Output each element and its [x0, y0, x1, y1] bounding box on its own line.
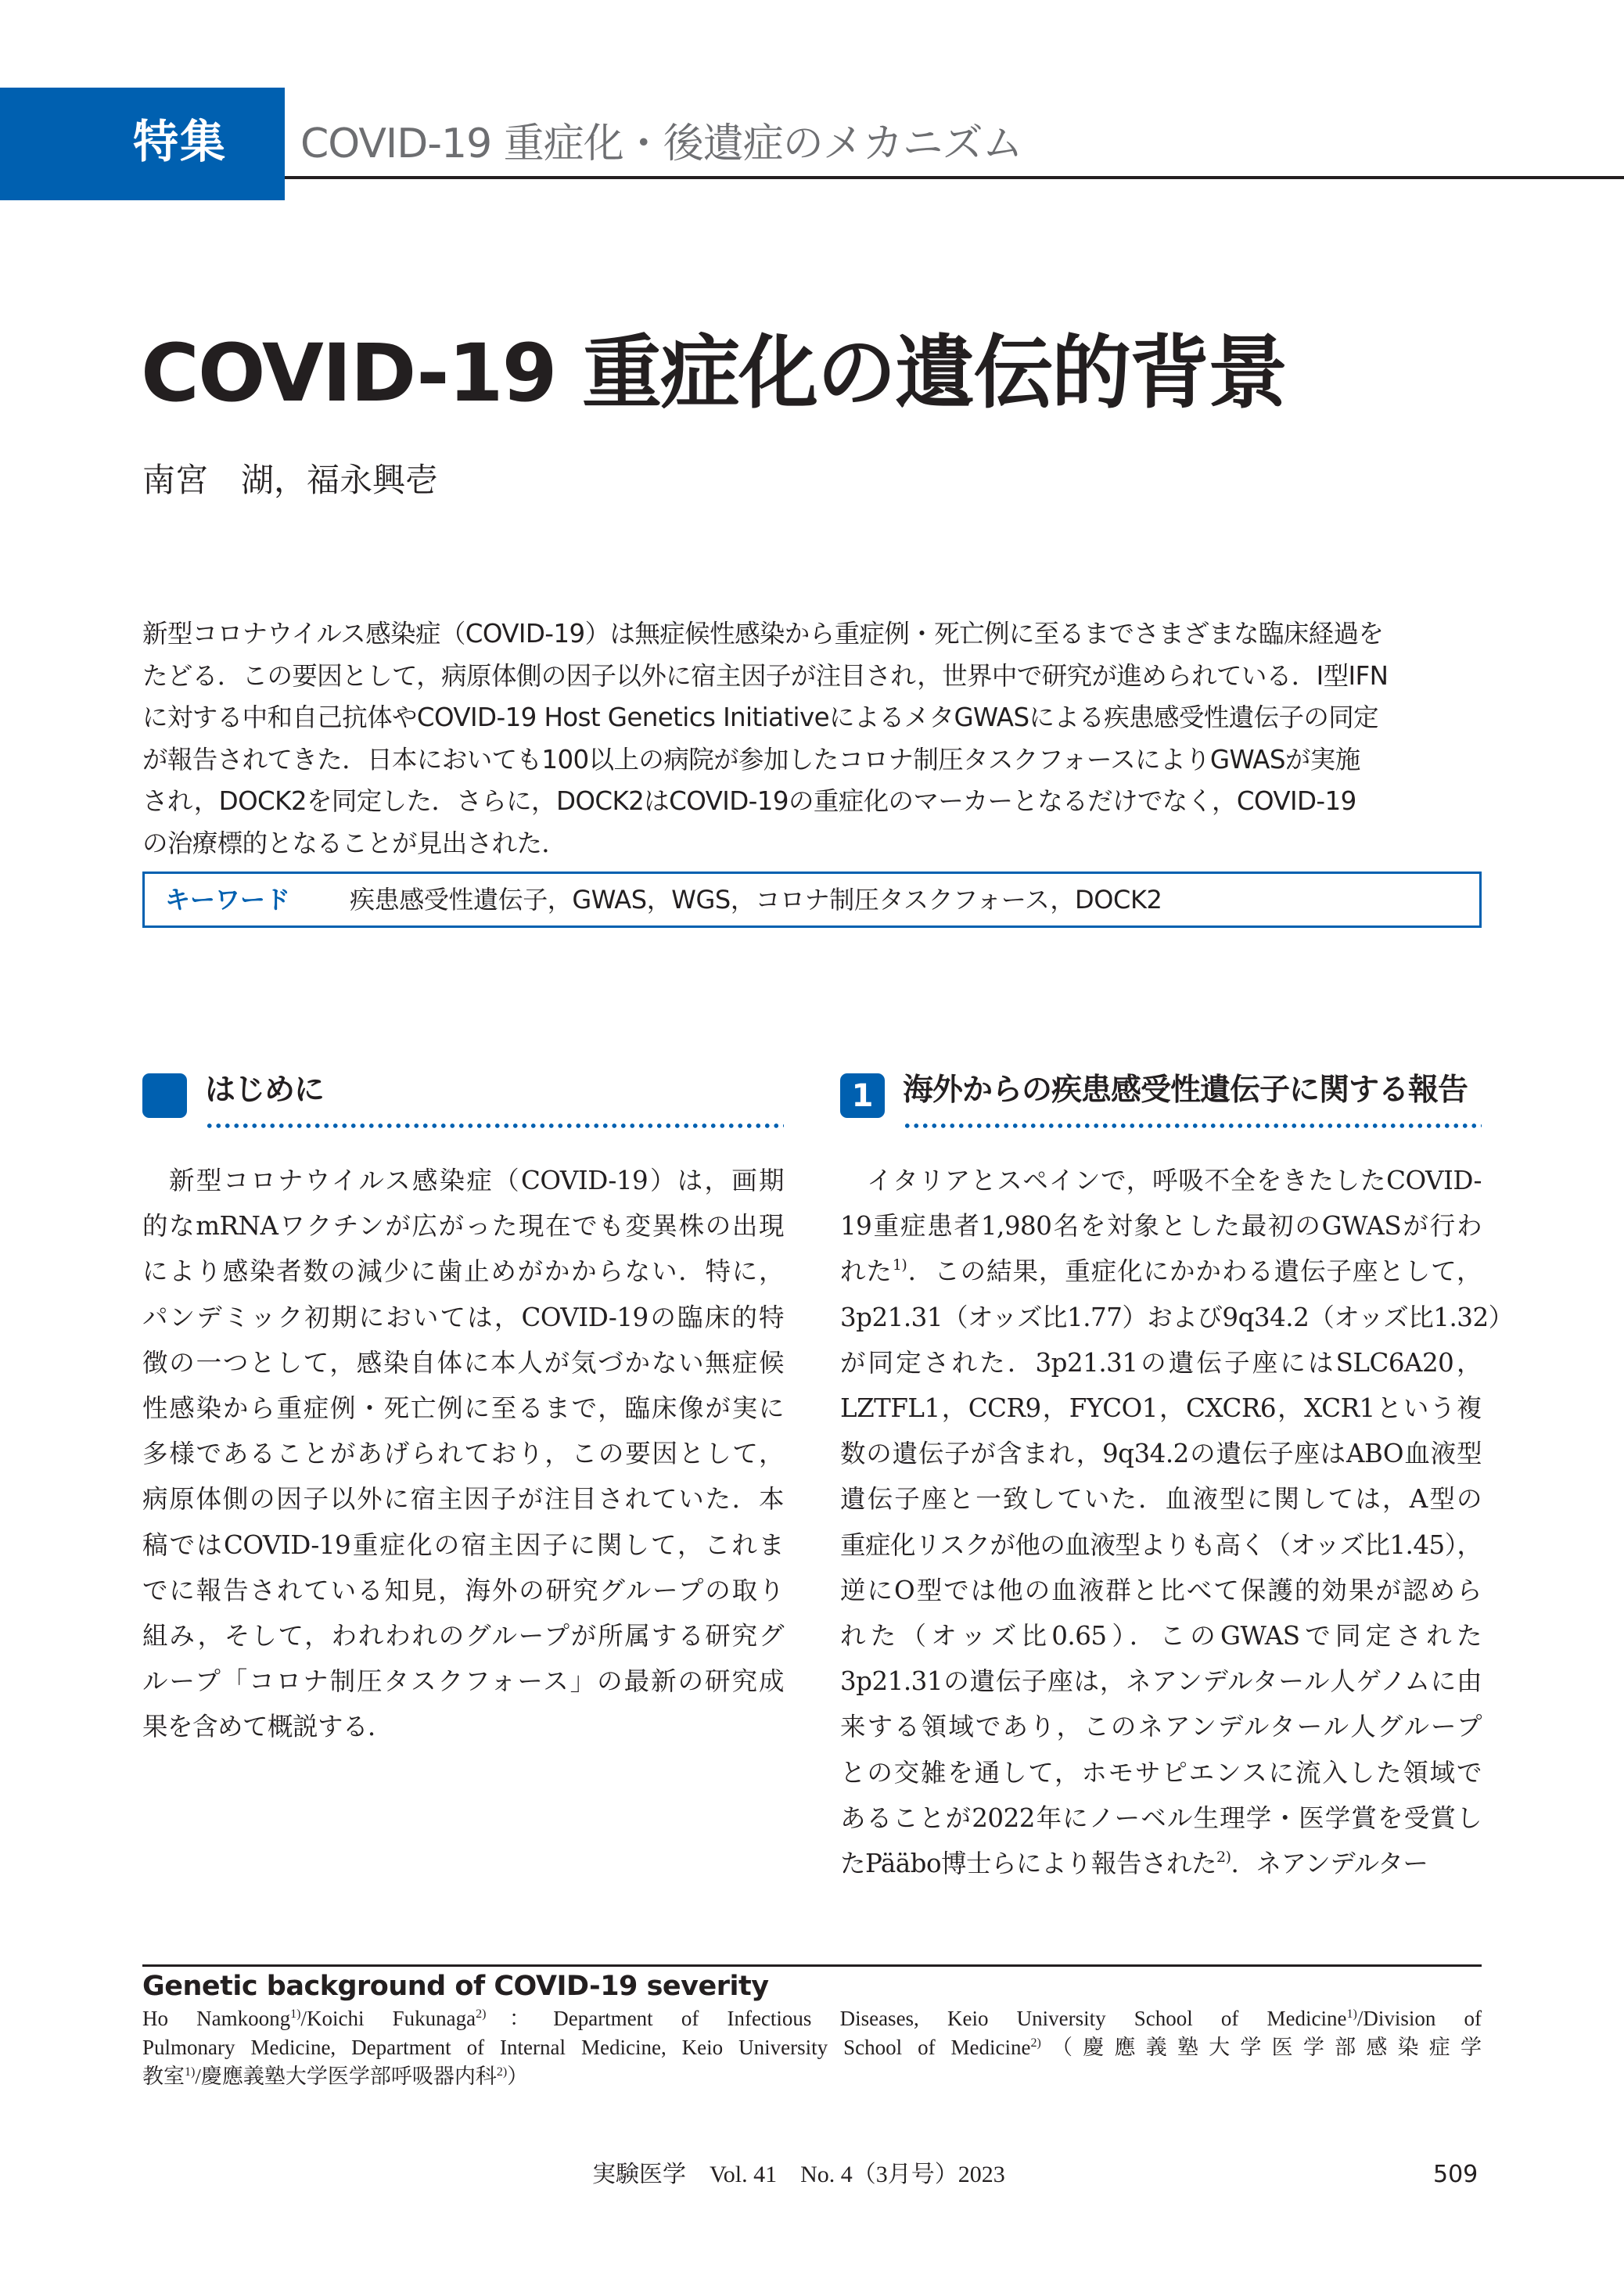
- page-number: 509: [1433, 2161, 1478, 2188]
- body-line: パンデミック初期においては，COVID-19の臨床的特: [142, 1302, 784, 1332]
- section-heading-overseas-reports: [840, 1064, 1482, 1127]
- body-line: 病原体側の因子以外に宿主因子が注目されていた．本: [142, 1484, 784, 1515]
- header-rule: [285, 176, 1624, 179]
- article-title: COVID-19 重症化の遺伝的背景: [141, 327, 1287, 420]
- series-title: COVID-19 重症化・後遺症のメカニズム: [300, 120, 1022, 167]
- english-title: Genetic background of COVID-19 severity: [142, 1971, 769, 2002]
- authors: 南宮 湖，福永興壱: [142, 461, 439, 499]
- abstract-line: に対する中和自己抗体やCOVID-19 Host Genetics InitiativeによるメタGWASによる疾患感受性遺伝子の同定: [142, 703, 1379, 732]
- keyword-label: キーワード: [165, 885, 291, 915]
- body-line: 数の遺伝子が含まれ，9q34.2の遺伝子座はABO血液型: [840, 1439, 1482, 1469]
- body-line: 新型コロナウイルス感染症（COVID-19）は，画期: [169, 1166, 784, 1195]
- body-line: 遺伝子座と一致していた．血液型に関しては，A型の: [840, 1484, 1482, 1515]
- body-line: でに報告されている知見，海外の研究グループの取り: [142, 1575, 784, 1605]
- body-line: あることが2022年にノーベル生理学・医学賞を受賞し: [840, 1802, 1482, 1833]
- body-line: 性感染から重症例・死亡例に至るまで，臨床像が実に: [142, 1393, 784, 1424]
- keyword-box: [142, 872, 1482, 928]
- abstract: [142, 613, 1482, 864]
- dotted-underline: [903, 1123, 1482, 1128]
- affiliation-line: Pulmonary Medicine, Department of Internal Medicine, Keio University School of Medicine$^{2)}$（慶應義塾大学医学部感染症学: [142, 2036, 1482, 2059]
- section-title: 海外からの疾患感受性遺伝子に関する報告: [903, 1073, 1468, 1108]
- abstract-line: され，DOCK2を同定した．さらに，DOCK2はCOVID-19の重症化のマーカーとなるだけでなく，COVID-19: [142, 786, 1356, 816]
- abstract-line: 新型コロナウイルス感染症（COVID-19）は無症候性感染から重症例・死亡例に至るまでさまざまな臨床経過を: [142, 619, 1384, 649]
- body-line: 果を含めて概説する．: [142, 1712, 393, 1742]
- abstract-line: たどる．この要因として，病原体側の因子以外に宿主因子が注目され，世界中で研究が進められている．Ⅰ型IFN: [142, 660, 1389, 691]
- section-heading-introduction: [142, 1064, 784, 1127]
- section-title: はじめに: [205, 1073, 325, 1108]
- reference-marker[interactable]: 1): [892, 1256, 907, 1274]
- body-line: 19重症患者1,980名を対象とした最初のGWASが行わ: [840, 1211, 1482, 1242]
- body-line: 組み，そして，われわれのグループが所属する研究グ: [142, 1621, 784, 1651]
- footer-rule: [142, 1964, 1482, 1967]
- journal-citation: 実験医学 Vol. 41 No. 4（3月号）2023: [592, 2162, 1005, 2187]
- body-line: イタリアとスペインで，呼吸不全をきたしたCOVID-: [867, 1166, 1482, 1195]
- abstract-line: が報告されてきた．日本においても100以上の病院が参加したコロナ制圧タスクフォースによりGWASが実施: [142, 744, 1360, 775]
- author-affiliations: [142, 2004, 1482, 2091]
- body-line: 徴の一つとして，感染自体に本人が気づかない無症候: [142, 1347, 784, 1378]
- section-number-badge: 1: [840, 1073, 885, 1118]
- affiliation-marker: 2): [496, 2065, 508, 2079]
- body-line: 3p21.31（オッズ比1.77）および9q34.2（オッズ比1.32）: [840, 1302, 1514, 1332]
- affiliation-marker: 1): [1346, 2007, 1357, 2021]
- body-line: れた$^{1)}$．この結果，重症化にかかわる遺伝子座として，: [840, 1256, 1482, 1287]
- affiliation-marker: 1): [185, 2065, 196, 2079]
- body-line: ループ「コロナ制圧タスクフォース」の最新の研究成: [142, 1666, 784, 1697]
- body-line: れた（オッズ比0.65）．このGWASで同定された: [840, 1621, 1482, 1651]
- body-line: との交雑を通して，ホモサピエンスに流入した領域で: [840, 1757, 1482, 1788]
- body-line: 3p21.31の遺伝子座は，ネアンデルタール人ゲノムに由: [840, 1666, 1482, 1697]
- body-line: が同定された．3p21.31の遺伝子座にはSLC6A20，: [840, 1347, 1482, 1378]
- body-line: 来する領域であり，このネアンデルタール人グループ: [840, 1712, 1482, 1742]
- body-line: たPääbo博士らにより報告された$^{2)}$．ネアンデルター: [840, 1849, 1428, 1879]
- affiliation-marker: 2): [476, 2007, 487, 2021]
- abstract-line: の治療標的となることが見出された．: [142, 828, 567, 858]
- body-column-right: [840, 1158, 1514, 1886]
- affiliation-marker: 1): [290, 2007, 301, 2021]
- body-line: 多様であることがあげられており，この要因として，: [142, 1439, 784, 1469]
- affiliation-line: Ho Namkoong$^{1)}$/Koichi Fukunaga$^{2)}$：Department of Infectious Diseases, Keio University School of Medicine$^{1)}$/Division of: [142, 2007, 1482, 2030]
- affiliation-line: 教室$^{1)}$/慶應義塾大学医学部呼吸器内科$^{2)}$）: [142, 2065, 529, 2088]
- keyword-list: 疾患感受性遺伝子，GWAS，WGS，コロナ制圧タスクフォース，DOCK2: [350, 885, 1162, 915]
- affiliation-marker: 2): [1030, 2036, 1041, 2050]
- section-marker-icon: [142, 1073, 187, 1118]
- body-line: 稿ではCOVID-19重症化の宿主因子に関して，これま: [142, 1529, 784, 1560]
- body-line: 逆にO型では他の血液群と比べて保護的効果が認めら: [840, 1575, 1482, 1605]
- body-column-left: [142, 1158, 784, 1750]
- feature-label: 特集: [133, 115, 228, 168]
- reference-marker[interactable]: 2): [1216, 1849, 1231, 1867]
- body-line: により感染者数の減少に歯止めがかからない．特に，: [142, 1256, 784, 1287]
- body-line: 重症化リスクが他の血液型よりも高く（オッズ比1.45），: [840, 1529, 1482, 1560]
- dotted-underline: [205, 1123, 784, 1128]
- body-line: 的なmRNAワクチンが広がった現在でも変異株の出現: [142, 1211, 784, 1242]
- body-line: LZTFL1，CCR9，FYCO1，CXCR6，XCR1という複: [840, 1393, 1482, 1424]
